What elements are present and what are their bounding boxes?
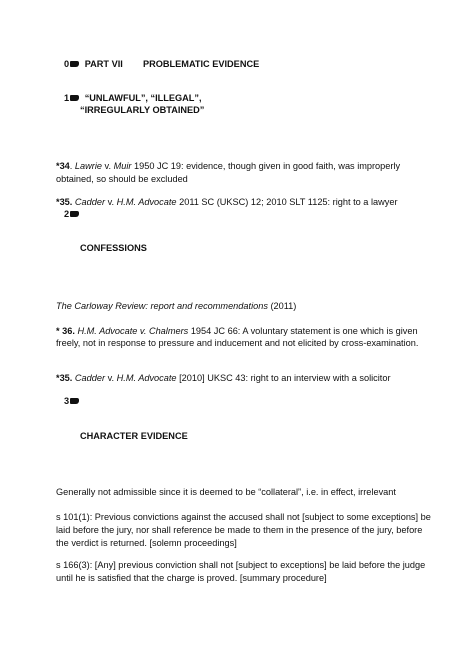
case-35b-rest: [2010] UKSC 43: right to an interview with a solicitor: [176, 373, 391, 383]
case-35b-party: H.M. Advocate: [116, 373, 177, 383]
filled-note-bullet-icon: [70, 61, 79, 67]
carloway-title: The Carloway Review: report and recommendations: [56, 301, 268, 311]
part-number: 0: [64, 59, 70, 69]
case-34-number: *34: [56, 161, 70, 171]
section-1-heading: [64, 92, 202, 104]
case-36-rest1: 1954 JC 66: A voluntary statement is one which is given: [188, 326, 418, 336]
filled-note-bullet-icon: [70, 211, 79, 217]
general-statement: Generally not admissible since it is deemed to be “collateral”, i.e. in effect, irrelevant: [56, 487, 396, 497]
confessions-heading: CONFESSIONS: [80, 243, 147, 253]
section-2-marker: [64, 208, 79, 220]
case-34-party: Muir: [113, 161, 132, 171]
character-evidence-heading: CHARACTER EVIDENCE: [80, 431, 188, 441]
case-35a-v: v.: [105, 197, 117, 207]
case-35a-rest: 2011 SC (UKSC) 12; 2010 SLT 1125: right to a lawyer: [176, 197, 398, 207]
s101-line1: s 101(1): Previous convictions against the accused shall not [subject to some exceptions] be: [56, 512, 431, 522]
section-3-number: 3: [64, 396, 70, 406]
case-34-name: Lawrie: [74, 161, 102, 171]
filled-note-bullet-icon: [70, 398, 79, 404]
case-36-name: H.M. Advocate v. Chalmers: [74, 326, 189, 336]
part-title: PROBLEMATIC EVIDENCE: [143, 59, 260, 69]
case-35a-party: H.M. Advocate: [116, 197, 177, 207]
case-35a-name: Cadder: [72, 197, 106, 207]
case-36-number: * 36.: [56, 326, 75, 336]
case-34-rest1: 1950 JC 19: evidence, though given in good faith, was improperly: [131, 161, 401, 171]
part-heading: [64, 58, 260, 70]
case-35a-line: [56, 196, 398, 208]
section-1-number: 1: [64, 93, 70, 103]
case-35b-line: [56, 372, 391, 384]
section-2-number: 2: [64, 209, 70, 219]
s101-line3: the verdict is returned. [solemn proceedings]: [56, 538, 237, 548]
case-36-rest2: freely, not in response to pressure and inducement and not elicited by cross-examination.: [56, 338, 419, 348]
case-34-sep: .: [69, 161, 75, 171]
section-1-title-line1: “UNLAWFUL”, “ILLEGAL”,: [84, 93, 202, 103]
section-3-marker: [64, 395, 79, 407]
section-1-title-line2: “IRREGULARLY OBTAINED”: [80, 105, 205, 115]
case-34-v: v.: [101, 161, 114, 171]
part-label: PART VII: [84, 59, 123, 69]
case-35b-number: *35.: [56, 373, 73, 383]
case-34-rest2: obtained, so should be excluded: [56, 174, 188, 184]
carloway-year: (2011): [267, 301, 297, 311]
s166-line1: s 166(3): [Any] previous conviction shall not [subject to exceptions] be laid before the judge: [56, 560, 426, 570]
filled-note-bullet-icon: [70, 95, 79, 101]
carloway-reference: [56, 300, 296, 312]
case-34-line1: [56, 160, 400, 172]
case-36-line1: [56, 325, 418, 337]
case-35b-v: v.: [105, 373, 117, 383]
case-35a-number: *35.: [56, 197, 73, 207]
case-35b-name: Cadder: [72, 373, 106, 383]
s101-line2: laid before the jury, nor shall reference be made to them in the presence of the jury, before: [56, 525, 423, 535]
s166-line2: until he is satisfied that the charge is proved. [summary procedure]: [56, 573, 327, 583]
